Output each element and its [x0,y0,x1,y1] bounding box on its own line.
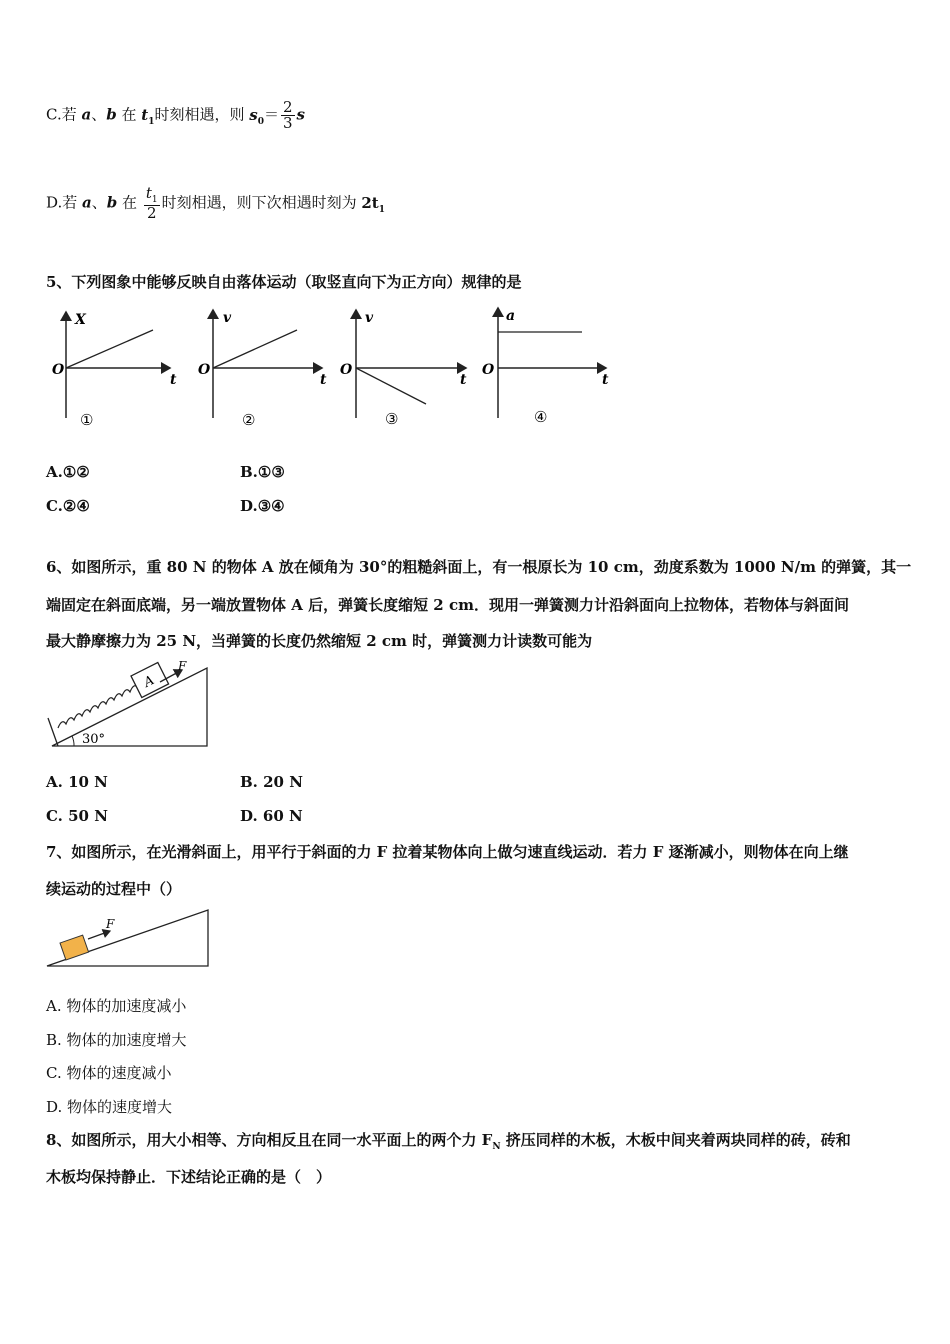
graph-3-ylabel: v [365,310,374,326]
graph-2-ylabel: v [223,310,232,326]
q7-stem-line-2: 续运动的过程中（） [46,880,182,898]
graph-3-caption: ③ [385,410,399,428]
q7-option-a[interactable]: A. 物体的加速度减小 [46,997,187,1015]
fraction-t1-over-2: $\frac{t_1}{2}$ [145,184,158,222]
q5-option-b[interactable]: B.①③ [240,463,285,481]
graph-4-caption: ④ [534,408,548,426]
graph-1-ylabel: X [75,312,86,328]
q5-stem: 5、下列图象中能够反映自由落体运动（取竖直向下为正方向）规律的是 [46,273,522,291]
graph-1-xlabel: t [170,372,177,388]
graph-4-origin: O [482,362,495,378]
q7-incline-figure [44,905,212,971]
q6-option-c[interactable]: C. 50 N [46,807,108,825]
q6-force-label: F [178,659,187,673]
q6-option-a[interactable]: A. 10 N [46,773,108,791]
graph-3-origin: O [340,362,353,378]
q8-stem-line-2: 木板均保持静止．下述结论正确的是（ ） [46,1168,332,1186]
q6-option-d[interactable]: D. 60 N [240,807,303,825]
graph-2-origin: O [198,362,211,378]
graph-2-caption: ② [242,411,256,429]
q7-stem-line-1: 7、如图所示，在光滑斜面上，用平行于斜面的力 F 拉着某物体向上做匀速直线运动．若力 F 逐渐减小，则物体在向上继 [46,843,849,861]
q6-angle-label: 30° [82,732,106,747]
q7-option-b[interactable]: B. 物体的加速度增大 [46,1031,187,1049]
graph-2-xlabel: t [320,372,327,388]
graph-3-xlabel: t [460,372,467,388]
q6-stem-line-1: 6、如图所示，重 80 N 的物体 A 放在倾角为 30°的粗糙斜面上，有一根原长为 10 cm，劲度系数为 1000 N/m 的弹簧，其一 [46,558,912,576]
graph-1-origin: O [52,362,65,378]
q6-incline-figure [44,656,214,750]
q5-option-a[interactable]: A.①② [46,463,90,481]
q4-option-d: D.若 a、b 在 $\frac{t_1}{2}$ 时刻相遇，则下次相遇时刻为 $2t_1$ [46,184,386,222]
q5-option-c[interactable]: C.②④ [46,497,90,515]
q7-option-c[interactable]: C. 物体的速度减小 [46,1064,172,1082]
fraction-two-thirds: $\frac{2}{3}$ [283,98,293,132]
graph-3 [340,310,467,428]
block-a-label: A [141,673,157,691]
q6-option-b[interactable]: B. 20 N [240,773,303,791]
q7-option-d[interactable]: D. 物体的速度增大 [46,1098,173,1116]
graph-4-xlabel: t [602,372,609,388]
graph-1 [52,312,177,429]
q7-force-label: F [106,917,115,931]
graph-1-caption: ① [80,411,94,429]
graph-4-ylabel: a [506,308,516,324]
q5-graphs [40,300,630,440]
graph-4 [482,308,609,426]
q5-option-d[interactable]: D.③④ [240,497,285,515]
q7-block [60,935,89,960]
q6-stem-line-3: 最大静摩擦力为 25 N，当弹簧的长度仍然缩短 2 cm 时，弹簧测力计读数可能为 [46,632,593,650]
q4-option-c: C.若 a、b 在 $t_1$时刻相遇，则 $s_0=$ $\frac{2}{3}$ s [46,98,305,132]
graph-2 [198,310,327,429]
q8-stem-line-1: 8、如图所示，用大小相等、方向相反且在同一水平面上的两个力 $F_N$ 挤压同样的木板，木板中间夹着两块同样的砖，砖和 [46,1131,851,1152]
q6-stem-line-2: 端固定在斜面底端，另一端放置物体 A 后，弹簧长度缩短 2 cm．现用一弹簧测力计沿斜面向上拉物体，若物体与斜面间 [46,596,849,614]
